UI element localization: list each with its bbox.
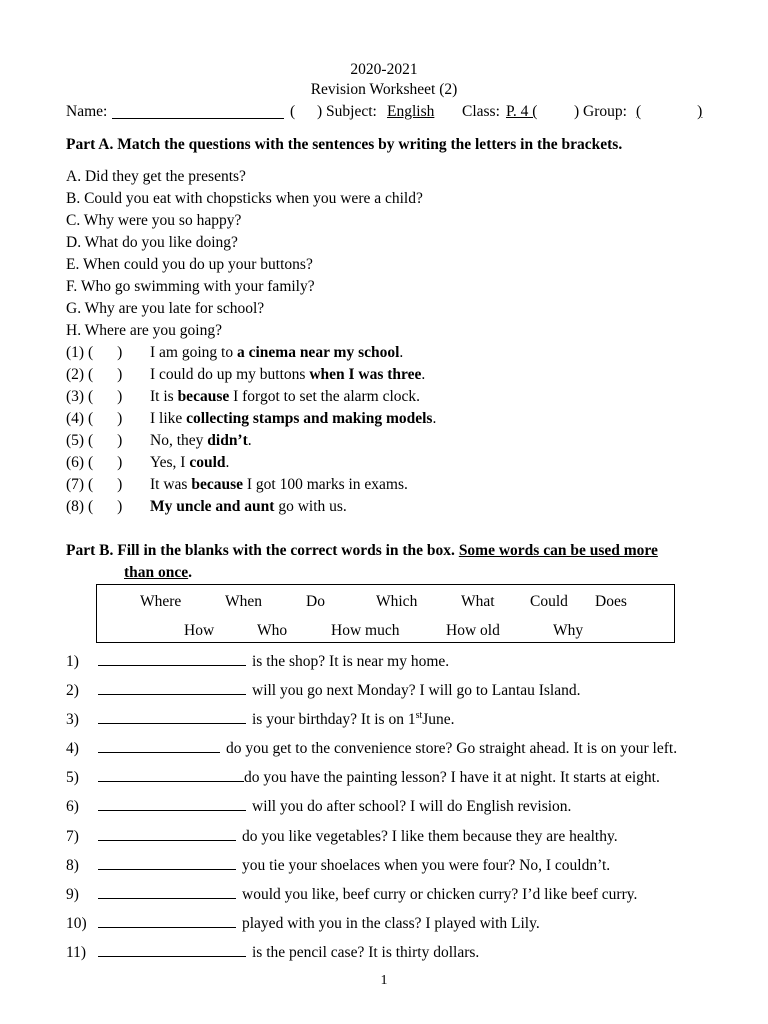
name-blank[interactable] <box>112 118 284 119</box>
answer-bracket[interactable]: (3) ( ) <box>66 388 123 405</box>
word-item: Does <box>595 593 627 610</box>
word-item: When <box>225 593 263 610</box>
fill-item: 6) will you do after school? I will do English revision. <box>66 798 572 815</box>
answer-blank[interactable] <box>98 711 246 724</box>
word-box <box>96 584 675 643</box>
word-item: Do <box>306 593 325 610</box>
answer-blank[interactable] <box>98 857 236 870</box>
subject-label: ) Subject: <box>317 103 377 120</box>
part-a-instruction: Part A. Match the questions with the sentences by writing the letters in the brackets. <box>66 136 623 153</box>
answer-row: (2) ( ) I could do up my buttons when I was three. <box>66 366 426 383</box>
answer-row: (7) ( ) It was because I got 100 marks in exams. <box>66 476 408 493</box>
group-field[interactable]: ( ) <box>636 103 703 120</box>
answer-blank[interactable] <box>98 740 220 753</box>
fill-item: 10) played with you in the class? I played with Lily. <box>66 915 540 932</box>
year-heading: 2020-2021 <box>350 61 418 78</box>
answer-blank[interactable] <box>98 653 246 666</box>
name-label: Name: <box>66 103 108 120</box>
class-close-paren: ) <box>574 103 580 120</box>
question-e: E. When could you do up your buttons? <box>66 256 313 273</box>
question-d: D. What do you like doing? <box>66 234 238 251</box>
answer-blank[interactable] <box>98 769 244 782</box>
question-g: G. Why are you late for school? <box>66 300 265 317</box>
answer-blank[interactable] <box>98 886 236 899</box>
word-item: What <box>461 593 495 610</box>
fill-item: 8) you tie your shoelaces when you were four? No, I couldn’t. <box>66 857 611 874</box>
word-item: Where <box>140 593 182 610</box>
question-c: C. Why were you so happy? <box>66 212 242 229</box>
question-h: H. Where are you going? <box>66 322 222 339</box>
word-item: How old <box>446 622 500 639</box>
answer-blank[interactable] <box>98 915 236 928</box>
fill-item: 11) is the pencil case? It is thirty dollars. <box>66 944 480 961</box>
answer-blank[interactable] <box>98 828 236 841</box>
answer-row: (1) ( ) I am going to a cinema near my school. <box>66 344 404 361</box>
answer-bracket[interactable]: (6) ( ) <box>66 454 123 471</box>
word-item: Why <box>553 622 584 639</box>
worksheet-title: Revision Worksheet (2) <box>310 81 458 98</box>
fill-item: 7) do you like vegetables? I like them because they are healthy. <box>66 828 618 845</box>
answer-bracket[interactable]: (8) ( ) <box>66 498 123 515</box>
answer-bracket[interactable]: (2) ( ) <box>66 366 123 383</box>
class-number-open-paren: ( <box>290 103 296 120</box>
answer-bracket[interactable]: (7) ( ) <box>66 476 123 493</box>
fill-item: 9) would you like, beef curry or chicken curry? I’d like beef curry. <box>66 886 638 903</box>
answer-row: (5) ( ) No, they didn’t. <box>66 432 252 449</box>
answer-row: (8) ( ) My uncle and aunt go with us. <box>66 498 347 515</box>
word-item: How much <box>331 622 400 639</box>
answer-blank[interactable] <box>98 682 246 695</box>
word-item: Which <box>376 593 418 610</box>
part-b-instruction-cont: than once. <box>124 564 193 581</box>
subject-value: English <box>387 103 435 120</box>
answer-blank[interactable] <box>98 798 246 811</box>
answer-row: (4) ( ) I like collecting stamps and making models. <box>66 410 437 427</box>
group-label: Group: <box>583 103 627 120</box>
answer-row: (3) ( ) It is because I forgot to set the alarm clock. <box>66 388 421 405</box>
question-b: B. Could you eat with chopsticks when you were a child? <box>66 190 423 207</box>
question-a: A. Did they get the presents? <box>66 168 246 185</box>
fill-item: 3) is your birthday? It is on 1stJune. <box>66 710 455 729</box>
class-value: P. 4 ( <box>506 103 538 120</box>
fill-item: 5) do you have the painting lesson? I have it at night. It starts at eight. <box>66 769 660 786</box>
class-label: Class: <box>462 103 500 120</box>
answer-bracket[interactable]: (5) ( ) <box>66 432 123 449</box>
answer-row: (6) ( ) Yes, I could. <box>66 454 230 471</box>
fill-item: 2) will you go next Monday? I will go to Lantau Island. <box>66 682 581 699</box>
question-f: F. Who go swimming with your family? <box>66 278 315 295</box>
part-b-instruction: Part B. Fill in the blanks with the correct words in the box. Some words can be used more <box>66 542 658 559</box>
answer-bracket[interactable]: (1) ( ) <box>66 344 123 361</box>
answer-bracket[interactable]: (4) ( ) <box>66 410 123 427</box>
word-item: Who <box>257 622 288 639</box>
answer-blank[interactable] <box>98 944 246 957</box>
word-item: How <box>184 622 215 639</box>
word-item: Could <box>530 593 568 610</box>
fill-item: 4) do you get to the convenience store? Go straight ahead. It is on your left. <box>66 740 678 757</box>
fill-item: 1) is the shop? It is near my home. <box>66 653 450 670</box>
page-number: 1 <box>380 973 388 988</box>
